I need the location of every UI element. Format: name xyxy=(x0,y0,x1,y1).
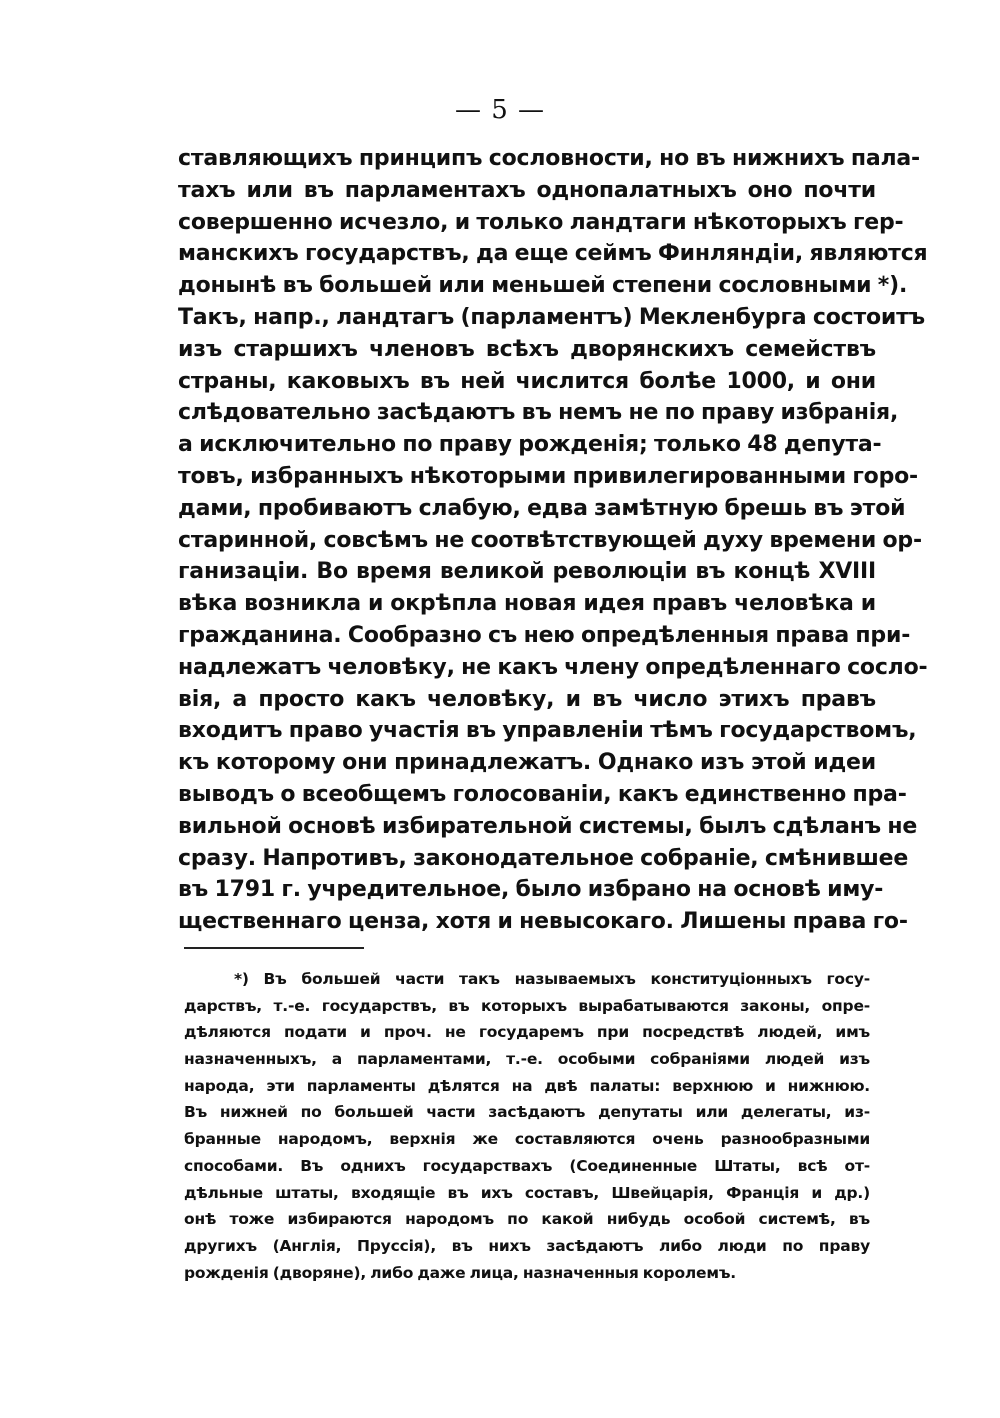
footnote-divider xyxy=(184,947,364,949)
footnote-line: дарствъ, т.-е. государствъ, въ которыхъ вырабатываются законы, опре- xyxy=(184,996,870,1015)
text-line: старинной, совсѣмъ не соотвѣтствующей духу времени ор- xyxy=(178,527,922,553)
text-line: щественнаго ценза, хотя и невысокаго. Лишены права го- xyxy=(178,909,908,935)
footnote-line: народа, эти парламенты дѣлятся на двѣ палаты: верхнюю и нижнюю. xyxy=(184,1076,870,1095)
footnote-line: назначенныхъ, а парламентами, т.-е. особыми собраніями людей изъ xyxy=(184,1050,870,1069)
text-line: вѣка возникла и окрѣпла новая идея правъ человѣка и xyxy=(178,591,876,617)
main-text xyxy=(178,143,928,938)
text-line: вія, а просто какъ человѣку, и въ число этихъ правъ xyxy=(178,686,876,712)
text-line: совершенно исчезло, и только ландтаги нѣкоторыхъ гер- xyxy=(178,209,904,235)
footnote-line: Въ нижней по большей части засѣдаютъ депутаты или делегаты, из- xyxy=(184,1103,870,1122)
text-line: слѣдовательно засѣдаютъ въ немъ не по праву избранія, xyxy=(178,400,899,426)
footnote-line: онѣ тоже избираются народомъ по какой нибудь особой системѣ, въ xyxy=(184,1210,870,1229)
text-line: надлежатъ человѣку, не какъ члену опредѣленнаго сосло- xyxy=(178,654,928,680)
text-line: выводъ о всеобщемъ голосованіи, какъ единственно пра- xyxy=(178,781,907,807)
text-line: изъ старшихъ членовъ всѣхъ дворянскихъ семействъ xyxy=(178,336,876,362)
text-line: вильной основѣ избирательной системы, былъ сдѣланъ не xyxy=(178,813,918,839)
text-line: Такъ, напр., ландтагъ (парламентъ) Мекленбурга состоитъ xyxy=(178,304,926,330)
text-line: товъ, избранныхъ нѣкоторыми привилегированными горо- xyxy=(178,463,918,489)
text-line: въ 1791 г. учредительное, было избрано на основѣ иму- xyxy=(178,877,884,903)
footnote-line: бранные народомъ, верхнія же составляются очень разнообразными xyxy=(184,1130,870,1149)
footnote-line: способами. Въ однихъ государствахъ (Соединенные Штаты, всѣ от- xyxy=(184,1156,870,1175)
text-line: сразу. Напротивъ, законодательное собраніе, смѣнившее xyxy=(178,845,909,871)
text-line: къ которому они принадлежатъ. Однако изъ этой идеи xyxy=(178,750,876,776)
text-line: дами, пробиваютъ слабую, едва замѣтную брешь въ этой xyxy=(178,495,906,521)
text-line: страны, каковыхъ въ ней числится болѣе 1000, и они xyxy=(178,368,876,394)
footnote-line: рожденія (дворяне), либо даже лица, назначенныя королемъ. xyxy=(184,1263,736,1282)
footnote xyxy=(184,966,870,1286)
text-line: гражданина. Сообразно съ нею опредѣленныя права при- xyxy=(178,622,911,648)
text-line: ставляющихъ принципъ сословности, но въ нижнихъ пала- xyxy=(178,146,920,171)
text-line: а исключительно по праву рожденія; только 48 депута- xyxy=(178,432,882,458)
text-line: входитъ право участія въ управленіи тѣмъ государствомъ, xyxy=(178,718,917,744)
footnote-line: дѣльные штаты, входящіе въ ихъ составъ, Швейцарія, Франція и др.) xyxy=(184,1183,870,1202)
text-line: донынѣ въ большей или меньшей степени сословными *). xyxy=(178,273,908,299)
page-number: — 5 — xyxy=(454,95,546,125)
text-line: манскихъ государствъ, да еще сеймъ Финляндіи, являются xyxy=(178,241,928,267)
text-line: ганизаціи. Во время великой революціи въ концѣ XVIII xyxy=(178,559,876,585)
footnote-line: другихъ (Англія, Пруссія), въ нихъ засѣдаютъ либо люди по праву xyxy=(184,1236,870,1255)
footnote-line: дѣляются подати и проч. не государемъ при посредствѣ людей, имъ xyxy=(184,1023,870,1042)
footnote-line: *) Въ большей части такъ называемыхъ конституціонныхъ госу- xyxy=(234,970,870,988)
text-line: тахъ или въ парламентахъ однопалатныхъ оно почти xyxy=(178,177,876,203)
